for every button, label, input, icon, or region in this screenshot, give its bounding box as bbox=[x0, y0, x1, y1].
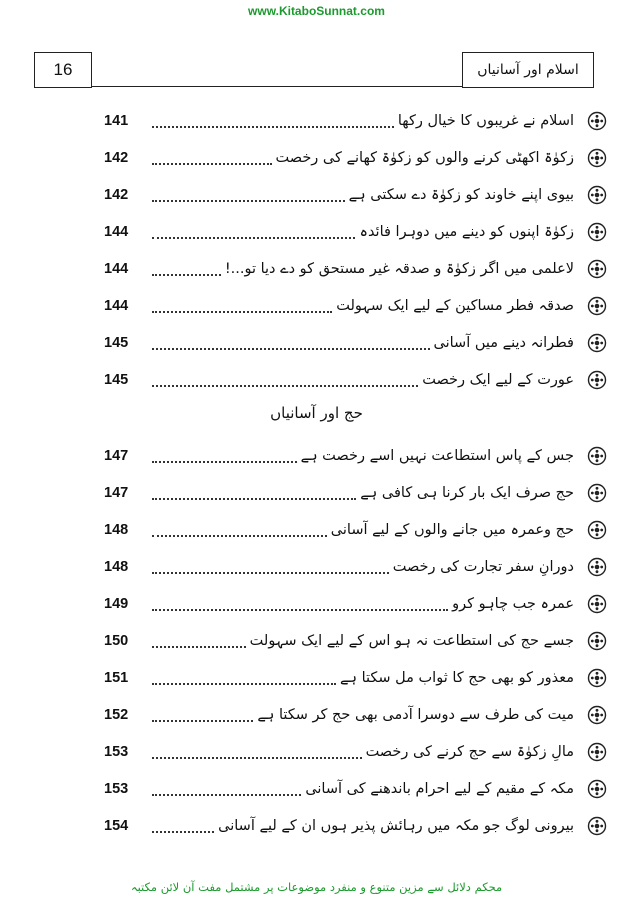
entry-title: فطرانہ دینے میں آسانی bbox=[433, 335, 574, 351]
flower-bullet-icon bbox=[584, 483, 610, 503]
toc-entry bbox=[104, 515, 610, 545]
flower-bullet-icon bbox=[584, 742, 610, 762]
entry-page-number: 154 bbox=[104, 818, 129, 834]
toc-entry bbox=[104, 217, 610, 247]
entry-page-number: 148 bbox=[104, 522, 129, 538]
toc-entry bbox=[104, 700, 610, 730]
entry-title: مالِ زکوٰۃ سے حج کرنے کی رخصت bbox=[365, 744, 574, 760]
toc-entry bbox=[104, 589, 610, 619]
flower-bullet-icon bbox=[584, 594, 610, 614]
dot-leader bbox=[152, 523, 327, 537]
entry-page-number: 144 bbox=[104, 224, 129, 240]
toc-entry bbox=[104, 291, 610, 321]
entry-page-number: 152 bbox=[104, 707, 129, 723]
entry-page-number: 153 bbox=[104, 781, 129, 797]
page-number: 16 bbox=[34, 52, 92, 88]
dot-leader bbox=[152, 373, 418, 387]
entry-title: عمرہ جب چاہو کرو bbox=[452, 596, 574, 612]
entry-page-number: 147 bbox=[104, 485, 129, 501]
entry-title: بیوی اپنے خاوند کو زکوٰۃ دے سکتی ہے bbox=[348, 187, 574, 203]
dot-leader bbox=[152, 819, 214, 833]
toc-entry bbox=[104, 328, 610, 358]
dot-leader bbox=[152, 299, 332, 313]
toc-entry bbox=[104, 478, 610, 508]
flower-bullet-icon bbox=[584, 631, 610, 651]
header-rule bbox=[92, 86, 462, 87]
toc-entry bbox=[104, 106, 610, 136]
flower-bullet-icon bbox=[584, 370, 610, 390]
entry-title: دورانِ سفر تجارت کی رخصت bbox=[392, 559, 574, 575]
entry-page-number: 145 bbox=[104, 372, 129, 388]
dot-leader bbox=[152, 486, 356, 500]
flower-bullet-icon bbox=[584, 333, 610, 353]
flower-bullet-icon bbox=[584, 111, 610, 131]
entry-page-number: 147 bbox=[104, 448, 129, 464]
dot-leader bbox=[152, 336, 430, 350]
entry-title: زکوٰۃ اکھٹی کرنے والوں کو زکوٰۃ کھانے کی رخصت bbox=[275, 150, 574, 166]
entry-title: صدقہ فطر مساکین کے لیے ایک سہولت bbox=[336, 298, 574, 314]
entry-title: اسلام نے غریبوں کا خیال رکھا bbox=[397, 113, 574, 129]
dot-leader bbox=[152, 114, 394, 128]
flower-bullet-icon bbox=[584, 446, 610, 466]
dot-leader bbox=[152, 671, 336, 685]
entry-title: زکوٰۃ اپنوں کو دینے میں دوہرا فائدہ bbox=[359, 224, 574, 240]
entry-title: میت کی طرف سے دوسرا آدمی بھی حج کر سکتا ہے bbox=[257, 707, 574, 723]
toc-entry bbox=[104, 811, 610, 841]
entry-page-number: 153 bbox=[104, 744, 129, 760]
flower-bullet-icon bbox=[584, 296, 610, 316]
entry-page-number: 150 bbox=[104, 633, 129, 649]
toc-entry bbox=[104, 254, 610, 284]
entry-page-number: 149 bbox=[104, 596, 129, 612]
flower-bullet-icon bbox=[584, 816, 610, 836]
flower-bullet-icon bbox=[584, 148, 610, 168]
entry-title: جسے حج کی استطاعت نہ ہو اس کے لیے ایک سہولت bbox=[249, 633, 574, 649]
entry-page-number: 145 bbox=[104, 335, 129, 351]
dot-leader bbox=[152, 597, 448, 611]
entry-title: مکہ کے مقیم کے لیے احرام باندھنے کی آسانی bbox=[305, 781, 574, 797]
flower-bullet-icon bbox=[584, 668, 610, 688]
section-heading: حج اور آسانیاں bbox=[270, 404, 363, 422]
footer-tagline: محکم دلائل سے مزین متنوع و منفرد موضوعات پر مشتمل مفت آن لائن مکتبہ bbox=[130, 880, 503, 894]
dot-leader bbox=[152, 634, 246, 648]
dot-leader bbox=[152, 560, 389, 574]
site-watermark: www.KitaboSunnat.com bbox=[248, 4, 385, 18]
entry-title: بیرونی لوگ جو مکہ میں رہائش پذیر ہوں ان کے لیے آسانی bbox=[218, 818, 574, 834]
flower-bullet-icon bbox=[584, 557, 610, 577]
toc-entry bbox=[104, 737, 610, 767]
book-title: اسلام اور آسانیاں bbox=[462, 52, 594, 88]
toc-entry bbox=[104, 143, 610, 173]
dot-leader bbox=[152, 449, 297, 463]
flower-bullet-icon bbox=[584, 222, 610, 242]
toc-entry bbox=[104, 774, 610, 804]
page-header bbox=[34, 52, 594, 90]
flower-bullet-icon bbox=[584, 520, 610, 540]
toc-entry bbox=[104, 365, 610, 395]
entry-title: جس کے پاس استطاعت نہیں اسے رخصت ہے bbox=[300, 448, 574, 464]
entry-page-number: 144 bbox=[104, 298, 129, 314]
entry-title: لاعلمی میں اگر زکوٰۃ و صدقہ غیر مستحق کو دے دیا تو...! bbox=[224, 261, 574, 277]
dot-leader bbox=[152, 225, 355, 239]
dot-leader bbox=[152, 151, 272, 165]
dot-leader bbox=[152, 708, 253, 722]
toc-entry bbox=[104, 552, 610, 582]
toc-entry bbox=[104, 626, 610, 656]
toc-entry bbox=[104, 441, 610, 471]
entry-page-number: 142 bbox=[104, 150, 129, 166]
flower-bullet-icon bbox=[584, 259, 610, 279]
flower-bullet-icon bbox=[584, 779, 610, 799]
dot-leader bbox=[152, 262, 221, 276]
entry-page-number: 141 bbox=[104, 113, 129, 129]
dot-leader bbox=[152, 188, 345, 202]
entry-page-number: 148 bbox=[104, 559, 129, 575]
entry-title: حج وعمرہ میں جانے والوں کے لیے آسانی bbox=[330, 522, 574, 538]
entry-title: عورت کے لیے ایک رخصت bbox=[422, 372, 574, 388]
entry-page-number: 151 bbox=[104, 670, 129, 686]
toc-entry bbox=[104, 663, 610, 693]
entry-page-number: 142 bbox=[104, 187, 129, 203]
flower-bullet-icon bbox=[584, 705, 610, 725]
toc-entry bbox=[104, 180, 610, 210]
entry-title: حج صرف ایک بار کرنا ہی کافی ہے bbox=[360, 485, 574, 501]
entry-title: معذور کو بھی حج کا ثواب مل سکتا ہے bbox=[340, 670, 574, 686]
entry-page-number: 144 bbox=[104, 261, 129, 277]
flower-bullet-icon bbox=[584, 185, 610, 205]
dot-leader bbox=[152, 782, 301, 796]
dot-leader bbox=[152, 745, 362, 759]
